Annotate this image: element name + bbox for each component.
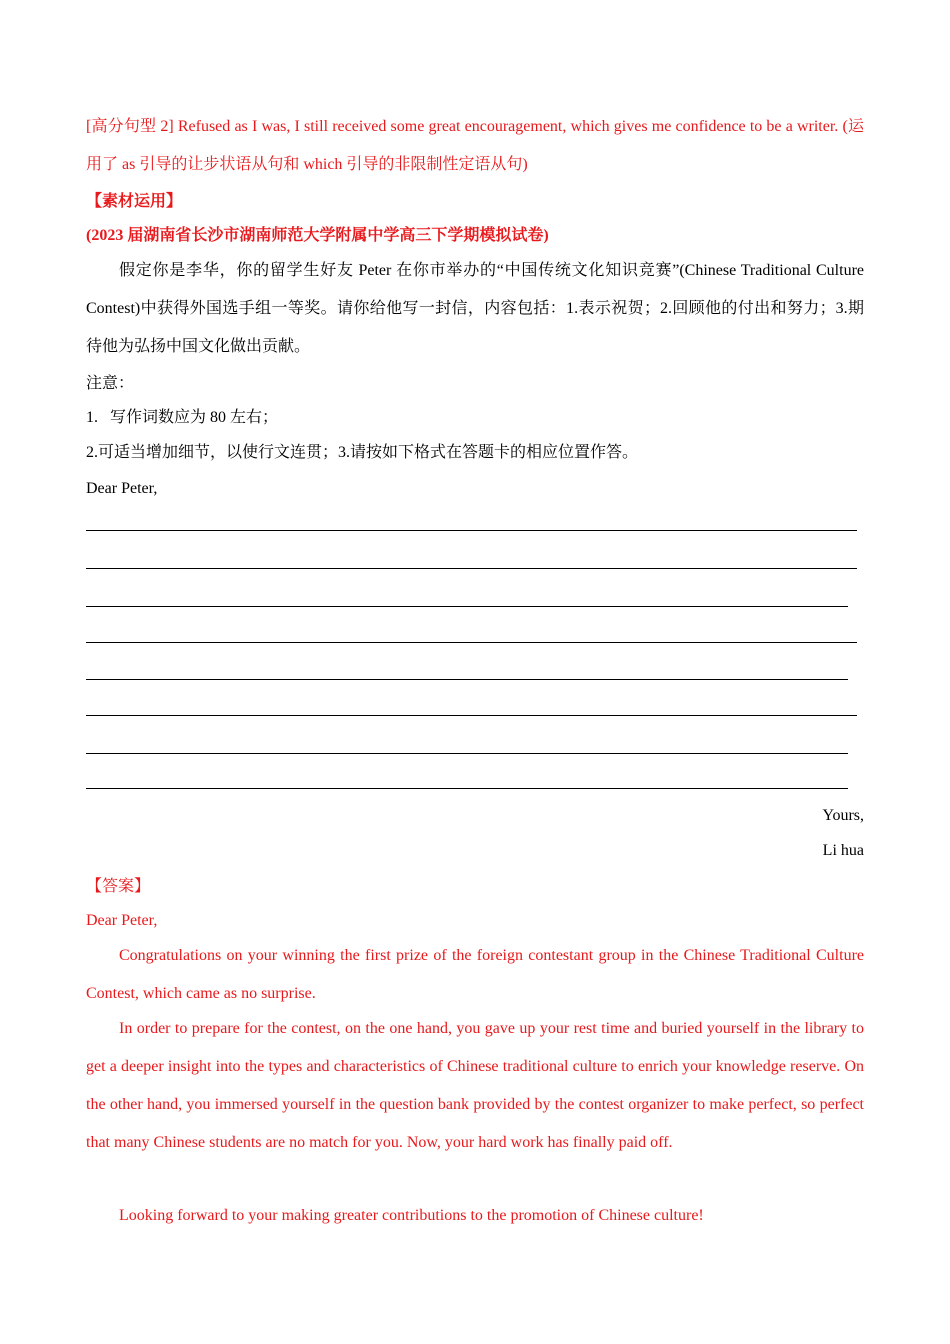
answer-line [86,606,848,607]
answer-greeting: Dear Peter, [86,912,158,929]
answer-line [86,679,848,680]
answer-line [86,788,848,789]
note-item-1 [86,408,278,428]
sentence-pattern-note: (运用了 as 引导的让步状语从句和 which 引导的非限制性定语从句) [86,118,864,173]
answer-line [86,642,857,643]
answer-line [86,715,857,716]
answer-line [86,568,857,569]
answer-paragraph-3: Looking forward to your making greater contributions to the promotion of Chinese culture! [119,1207,704,1224]
sentence-pattern-text: Refused as I was, I still received some great encouragement, which gives me confidence to be a writer. [173,118,839,135]
sentence-pattern-label: [高分句型 2] [86,118,174,135]
section-heading: 【素材运用】 [86,193,183,210]
notes-label: 注意： [86,375,135,392]
answer-line [86,530,857,531]
answer-label: 【答案】 [86,878,151,895]
answer-paragraph-2: In order to prepare for the contest, on the one hand, you gave up your rest time and buried yourself in the library to get a deeper insight into the types and characteristics of Chinese traditional culture to enrich your knowledge reserve. On the other hand, you immersed yourself in the question bank provided by the contest organizer to make perfect, so perfect that many Chinese students are no match for you. Now, your hard work has finally paid off. [86,1020,864,1151]
answer-paragraph-1: Congratulations on your winning the first prize of the foreign contestant group in the Chinese Traditional Culture Contest, which came as no surprise. [86,947,864,1002]
letter-greeting: Dear Peter, [86,480,158,497]
note-item-1-number: 1. [86,409,98,426]
note-item-1-text: 写作词数应为 80 左右； [110,409,279,426]
letter-signature: Li hua [822,842,864,859]
sentence-pattern-block [86,108,864,184]
letter-closing: Yours, [822,807,864,824]
writing-prompt: 假定你是李华，你的留学生好友 Peter 在你市举办的“中国传统文化知识竞赛”(Chinese Traditional Culture Contest)中获得外国选手组一等奖。请你给他写一封信，内容包括：1.表示祝贺；2.回顾他的付出和努力；3.期待他为弘扬中国文化做出贡献。 [86,262,864,355]
exam-source: (2023 届湖南省长沙市湖南师范大学附属中学高三下学期模拟试卷) [86,227,549,244]
note-item-2: 2.可适当增加细节，以使行文连贯；3.请按如下格式在答题卡的相应位置作答。 [86,444,639,461]
answer-line [86,753,848,754]
